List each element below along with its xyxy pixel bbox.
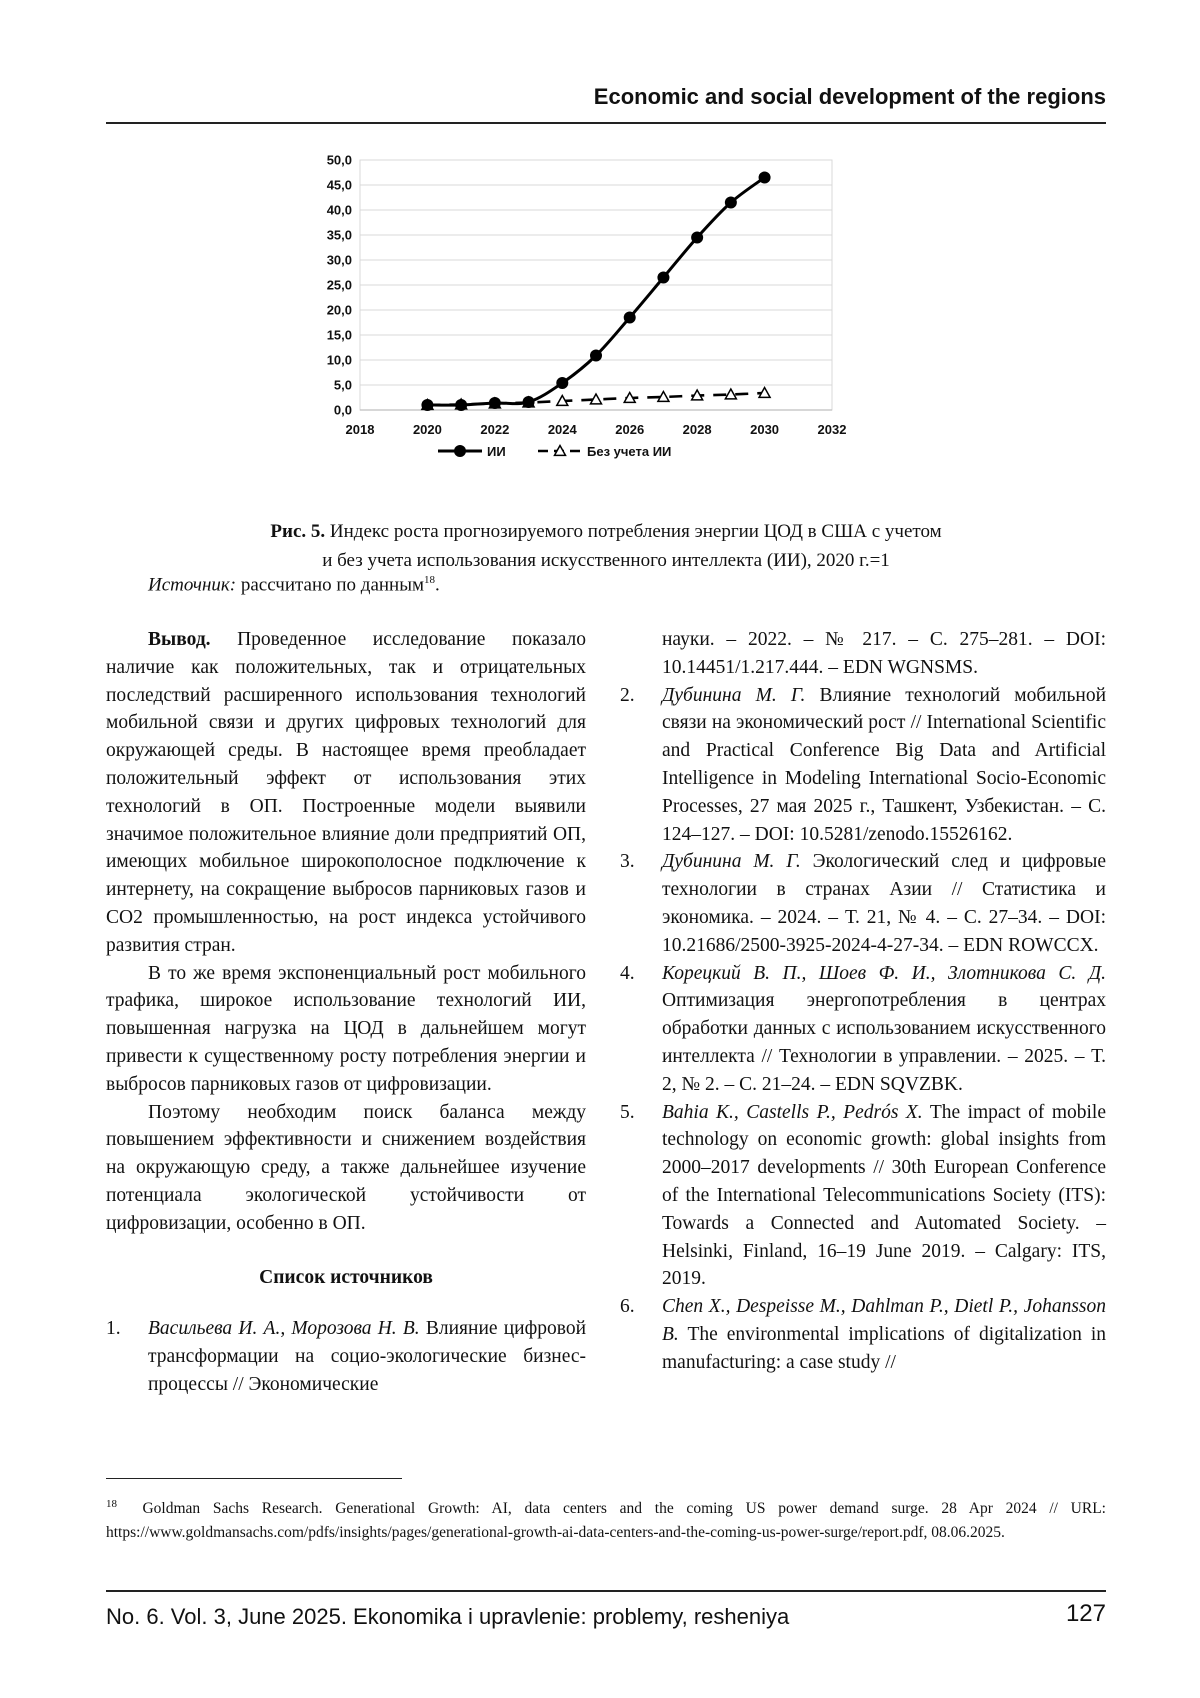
footnote: [106, 1492, 1106, 1545]
reference-text: The environmental implications of digitalization in manufacturing: a case study //: [662, 1323, 1106, 1373]
reference-text: Экологический след и цифровые технологии в странах Азии // Статистика и экономика. – 2024. – Т. 21, № 4. – С. 27–34. – DOI: 10.21686/2500-3925-2024-4-27-34. – EDN ROWCCX.: [662, 851, 1107, 956]
running-header: Economic and social development of the regions: [593, 84, 1106, 109]
y-tick-label: 35,0: [326, 227, 352, 243]
x-tick-label: 2026: [615, 422, 645, 437]
reference-item: [620, 1293, 1106, 1376]
data-point-ai: [590, 350, 602, 362]
source-text: рассчитано по данным: [240, 574, 425, 596]
conclusion-paragraph: [106, 626, 586, 960]
data-point-ai: [523, 396, 535, 408]
reference-item: [620, 1099, 1106, 1294]
source-label: Источник:: [148, 574, 237, 596]
x-tick-label: 2030: [750, 422, 780, 437]
reference-number: 2.: [620, 684, 635, 706]
references-heading: Список источников: [259, 1266, 433, 1288]
paragraph-3: Поэтому необходим поиск баланса между повышением эффективности и снижением воздействия на окружающую среду, а также дальнейшее изучение потенциала экологической устойчивости от цифровизации, особенно в ОП.: [106, 1101, 586, 1234]
figure-source: Источник: рассчитано по данным$^{18}$.: [148, 574, 440, 596]
footnote-text: Goldman Sachs Research. Generational Growth: AI, data centers and the coming US power demand surge. 28 Apr 2024 // URL: https://www.goldmansachs.com/pdfs/insights/pages/generational-growth-ai-data-centers-and-the-coming-us-power-surge/report.pdf, 08.06.2025.: [106, 1500, 1106, 1542]
reference-number: 5.: [620, 1101, 635, 1123]
x-tick-label: 2032: [817, 422, 847, 437]
footer-rule: [106, 1590, 1106, 1592]
caption-line-2: и без учета использования искусственного интеллекта (ИИ), 2020 г.=1: [322, 550, 890, 571]
chart: [290, 148, 910, 504]
series-line-ai: [427, 178, 764, 406]
data-point-ai: [455, 399, 467, 411]
data-point-ai: [759, 172, 771, 184]
page-number: 127: [1065, 1600, 1106, 1627]
y-tick-label: 10,0: [326, 352, 352, 368]
right-column: [620, 626, 1106, 1377]
reference-authors: Дубинина М. Г.: [662, 851, 801, 873]
data-point-ai: [725, 197, 737, 209]
reference-number: 6.: [620, 1296, 635, 1318]
journal-footer: No. 6. Vol. 3, June 2025. Ekonomika i upravlenie: problemy, resheniya: [106, 1604, 790, 1629]
data-point-ai: [489, 397, 501, 409]
legend-label-without-ai: Без учета ИИ: [587, 444, 672, 459]
y-tick-label: 50,0: [326, 152, 352, 168]
figure-caption: [106, 517, 1106, 575]
conclusion-text: Проведенное исследование показало наличие как положительных, так и отрицательных последствий расширенного использования технологий мобильной связи и других цифровых технологий для окружающей среды. В настоящее время преобладает положительный эффект от использования этих технологий в ОП. Построенные модели выявили значимое положительное влияние доли предприятий ОП, имеющих мобильное широкополосное подключение к интернету, на сокращение выбросов парниковых газов и CO2 промышленностью, на рост индекса устойчивого развития стран.: [106, 629, 587, 956]
legend-marker-ai: [454, 445, 466, 457]
footnote-ref: 18: [424, 574, 436, 586]
y-tick-label: 5,0: [333, 377, 352, 393]
y-tick-label: 30,0: [326, 252, 352, 268]
conclusion-label: Вывод.: [148, 629, 211, 650]
reference-item: [620, 848, 1106, 959]
paragraph-2: В то же время экспоненциальный рост мобильного трафика, широкое использование технологий ИИ, повышенная нагрузка на ЦОД в дальнейшем могут привести к существенному росту потребления энергии и выбросов парниковых газов от цифровизации.: [106, 962, 586, 1095]
caption-line-1: Индекс роста прогнозируемого потребления энергии ЦОД в США с учетом: [329, 521, 942, 542]
reference-item: [620, 960, 1106, 1099]
y-tick-label: 15,0: [326, 327, 352, 343]
data-point-ai: [624, 312, 636, 324]
x-tick-label: 2018: [345, 422, 375, 437]
x-tick-label: 2028: [682, 422, 712, 437]
left-column: [106, 626, 586, 1399]
reference-authors: Дубинина М. Г.: [662, 684, 806, 706]
reference-authors: Васильева И. А., Морозова Н. В.: [148, 1318, 420, 1340]
footnote-rule: [106, 1478, 402, 1479]
caption-label: Рис. 5.: [270, 521, 326, 542]
y-tick-label: 25,0: [326, 277, 352, 293]
reference-text: Оптимизация энергопотребления в центрах обработки данных с использованием искусственного интеллекта // Технологии в управлении. – 2025. – Т. 2, № 2. – С. 21–24. – EDN SQVZBK.: [662, 990, 1106, 1095]
reference-authors: Bahia K., Castells P., Pedrós X.: [662, 1101, 923, 1123]
data-point-ai: [556, 377, 568, 389]
reference-text: The impact of mobile technology on economic growth: global insights from 2000–2017 developments // 30th European Conference of the International Telecommunications Society (ITS): Towards a Connected and Automated Society. – Helsinki, Finland, 16–19 June 2019. – Calgary: ITS, 2019.: [662, 1101, 1106, 1290]
legend-label-ai: ИИ: [487, 444, 506, 459]
reference-item: [620, 682, 1106, 849]
y-tick-label: 45,0: [326, 177, 352, 193]
y-tick-label: 0,0: [333, 402, 352, 418]
reference-authors: Корецкий В. П., Шоев Ф. И., Злотникова С. Д.: [662, 962, 1106, 984]
x-tick-label: 2022: [480, 422, 510, 437]
reference-authors: Chen X., Despeisse M., Dahlman P., Dietl P., Johansson B.: [662, 1296, 1106, 1345]
data-point-without-ai: [725, 389, 736, 399]
reference-text: Влияние технологий мобильной связи на экономический рост // International Scientific and Practical Conference Big Data and Artificial Intelligence in Modeling International Socio-Economic Processes, 27 мая 2025 г., Ташкент, Узбекистан. – С. 124–127. – DOI: 10.5281/zenodo.15526162.: [662, 684, 1106, 845]
data-point-ai: [691, 232, 703, 244]
x-tick-label: 2024: [547, 422, 577, 437]
reference-item: [106, 1315, 586, 1398]
footnote-number: 18: [106, 1498, 117, 1510]
reference-text: Влияние цифровой трансформации на социо-экологические бизнес-процессы // Экономические: [148, 1318, 587, 1395]
reference-number: 1.: [106, 1318, 121, 1340]
reference-number: 3.: [620, 851, 635, 873]
x-tick-label: 2020: [412, 422, 442, 437]
y-tick-label: 20,0: [326, 302, 352, 318]
y-tick-label: 40,0: [326, 202, 352, 218]
data-point-ai: [421, 399, 433, 411]
reference-number: 4.: [620, 962, 635, 984]
reference-continuation: науки. – 2022. – № 217. – С. 275–281. – DOI: 10.14451/1.217.444. – EDN WGNSMS.: [662, 629, 1106, 678]
data-point-ai: [657, 272, 669, 284]
header-rule: [106, 122, 1106, 124]
